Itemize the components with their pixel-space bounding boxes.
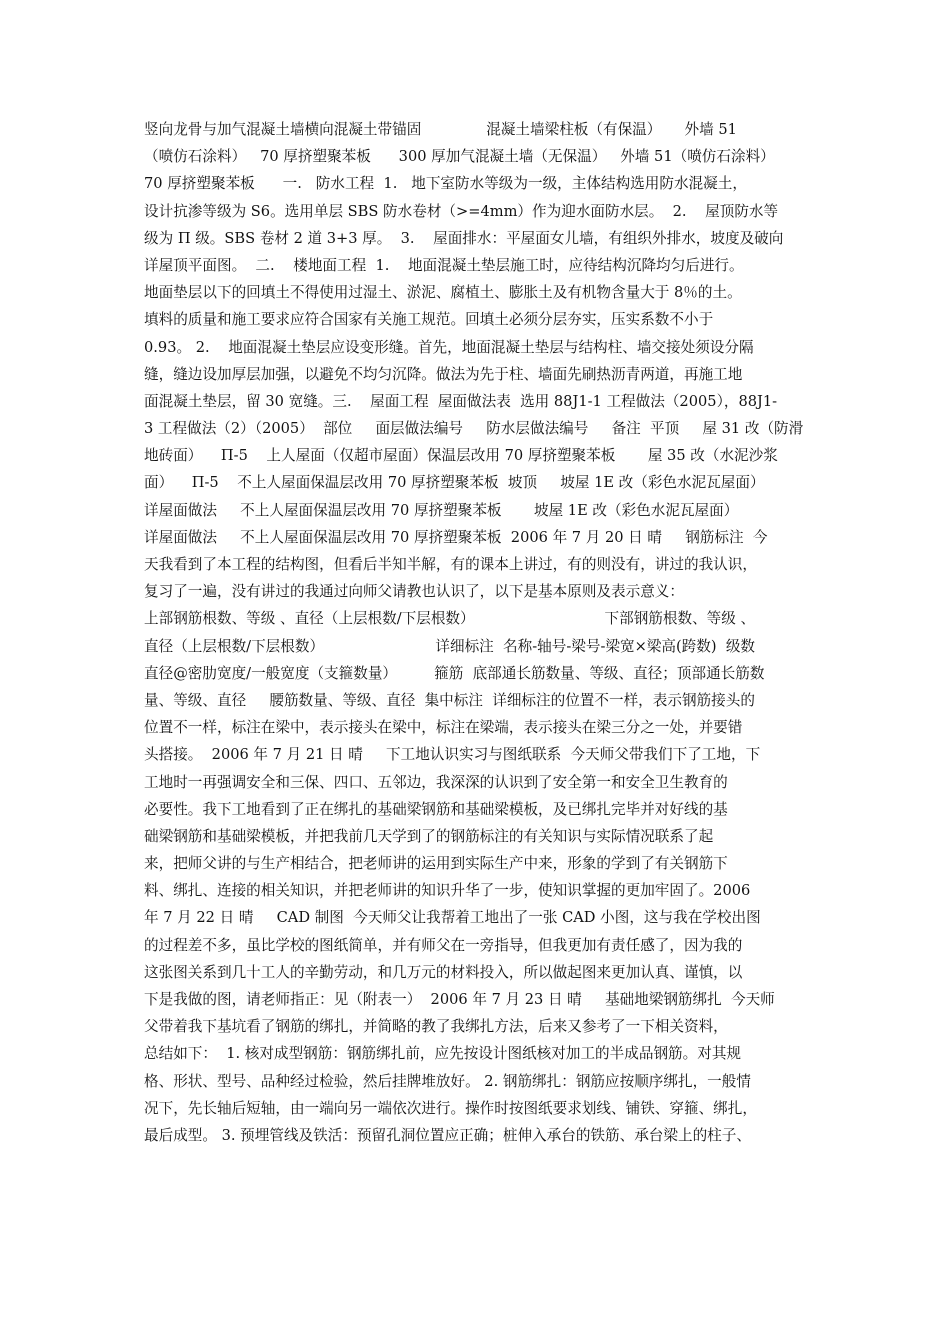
- text-line: 头搭接。 2006 年 7 月 21 日 晴 下工地认识实习与图纸联系 今天师父带我们下了工地，下: [144, 746, 761, 764]
- text-line: 复习了一遍，没有讲过的我通过向师父请教也认识了，以下是基本原则及表示意义：: [144, 583, 684, 601]
- text-line: 年 7 月 22 日 晴 CAD 制图 今天师父让我帮着工地出了一张 CAD 小图，这与我在学校出图: [144, 909, 761, 927]
- text-line: 来，把师父讲的与生产相结合，把老师讲的运用到实际生产中来，形象的学到了有关钢筋下: [144, 855, 728, 873]
- text-line: 直径@密肋宽度/一般宽度（支箍数量） 箍筋 底部通长筋数量、等级、直径；顶部通长筋数: [144, 664, 765, 682]
- text-line: 详屋面做法 不上人屋面保温层改用 70 厚挤塑聚苯板 坡屋 1E 改（彩色水泥瓦屋面）: [144, 501, 739, 519]
- text-line: 设计抗渗等级为 S6。选用单层 SBS 防水卷材（>=4mm）作为迎水面防水层。 2. 屋顶防水等: [144, 202, 779, 220]
- text-line: 0.93。 2. 地面混凝土垫层应设变形缝。首先，地面混凝土垫层与结构柱、墙交接处须设分隔: [144, 338, 754, 356]
- text-line: 上部钢筋根数、等级 、直径（上层根数/下层根数） 下部钢筋根数、等级 、: [144, 610, 756, 628]
- text-line: 缝，缝边设加厚层加强，以避免不均匀沉降。做法为先于柱、墙面先刷热沥青两道，再施工地: [144, 365, 743, 383]
- text-line: 直径（上层根数/下层根数） 详细标注 名称-轴号-梁号-梁宽×梁高(跨数) 级数: [144, 637, 756, 655]
- text-line: 格、形状、型号、品种经过检验，然后挂牌堆放好。 2. 钢筋绑扎：钢筋应按顺序绑扎，一般情: [144, 1072, 751, 1090]
- text-line: 况下，先长轴后短轴，由一端向另一端依次进行。操作时按图纸要求划线、铺铁、穿箍、绑扎，: [144, 1099, 757, 1117]
- text-line: 的过程差不多，虽比学校的图纸简单，并有师父在一旁指导，但我更加有责任感了，因为我的: [144, 936, 743, 954]
- text-line: 竖向龙骨与加气混凝土墙横向混凝土带锚固 混凝土墙梁柱板（有保温） 外墙 51: [144, 121, 737, 138]
- text-line: 必要性。我下工地看到了正在绑扎的基础梁钢筋和基础梁模板，及已绑扎完毕并对好线的基: [144, 800, 728, 818]
- text-line: 这张图关系到几十工人的辛勤劳动，和几万元的材料投入，所以做起图来更加认真、谨慎，以: [144, 963, 743, 981]
- text-line: 最后成型。 3. 预埋管线及铁活：预留孔洞位置应正确；桩伸入承台的铁筋、承台梁上的柱子、: [144, 1126, 751, 1144]
- text-line: 工地时一再强调安全和三保、四口、五邻边，我深深的认识到了安全第一和安全卫生教育的: [144, 773, 728, 791]
- text-line: 详屋顶平面图。 二. 楼地面工程 1. 地面混凝土垫层施工时，应待结构沉降均匀后进行。: [144, 256, 744, 274]
- text-line: 填料的质量和施工要求应符合国家有关施工规范。回填土必须分层夯实，压实系数不小于: [144, 311, 714, 329]
- text-line: 70 厚挤塑聚苯板 一. 防水工程 1. 地下室防水等级为一级，主体结构选用防水混凝土，: [144, 175, 747, 193]
- text-line: 总结如下： 1. 核对成型钢筋：钢筋绑扎前，应先按设计图纸核对加工的半成品钢筋。对其规: [144, 1045, 742, 1063]
- text-line: 面混凝土垫层，留 30 宽缝。三. 屋面工程 屋面做法表 选用 88J1-1 工程做法（2005），88J1-: [144, 392, 778, 410]
- text-line: （喷仿石涂料） 70 厚挤塑聚苯板 300 厚加气混凝土墙（无保温） 外墙 51（喷仿石涂料）: [144, 148, 775, 166]
- body-text: [144, 116, 812, 1149]
- text-line: 料、绑扎、连接的相关知识，并把老师讲的知识升华了一步，使知识掌握的更加牢固了。2006: [144, 882, 751, 900]
- text-line: 父带着我下基坑看了钢筋的绑扎，并简略的教了我绑扎方法，后来又参考了一下相关资料，: [144, 1018, 728, 1036]
- text-line: 3 工程做法（2）（2005） 部位 面层做法编号 防水层做法编号 备注 平顶 屋 31 改（防滑: [144, 420, 804, 438]
- text-line: 位置不一样，标注在梁中，表示接头在梁中，标注在梁端，表示接头在梁三分之一处，并要错: [144, 719, 743, 737]
- text-line: 面） Π-5 不上人屋面保温层改用 70 厚挤塑聚苯板 坡顶 坡屋 1E 改（彩色水泥瓦屋面）: [144, 474, 765, 492]
- text-line: 下是我做的图，请老师指正：见（附表一） 2006 年 7 月 23 日 晴 基础地梁钢筋绑扎 今天师: [144, 991, 775, 1008]
- text-line: 天我看到了本工程的结构图，但看后半知半解，有的课本上讲过，有的则没有，讲过的我认识，: [144, 556, 757, 573]
- text-line: 详屋面做法 不上人屋面保温层改用 70 厚挤塑聚苯板 2006 年 7 月 20 日 晴 钢筋标注 今: [144, 528, 768, 546]
- text-line: 础梁钢筋和基础梁模板，并把我前几天学到了的钢筋标注的有关知识与实际情况联系了起: [144, 827, 714, 845]
- text-line: 级为 Π 级。SBS 卷材 2 道 3+3 厚。 3. 屋面排水：平屋面女儿墙，有组织外排水，坡度及破向: [144, 229, 784, 247]
- text-line: 量、等级、直径 腰筋数量、等级、直径 集中标注 详细标注的位置不一样，表示钢筋接头的: [144, 691, 755, 709]
- text-line: 地面垫层以下的回填土不得使用过湿土、淤泥、腐植土、膨胀土及有机物含量大于 8％的土。: [144, 284, 742, 302]
- text-line: 地砖面） Π-5 上人屋面（仅超市屋面）保温层改用 70 厚挤塑聚苯板 屋 35 改（水泥沙浆: [144, 447, 778, 465]
